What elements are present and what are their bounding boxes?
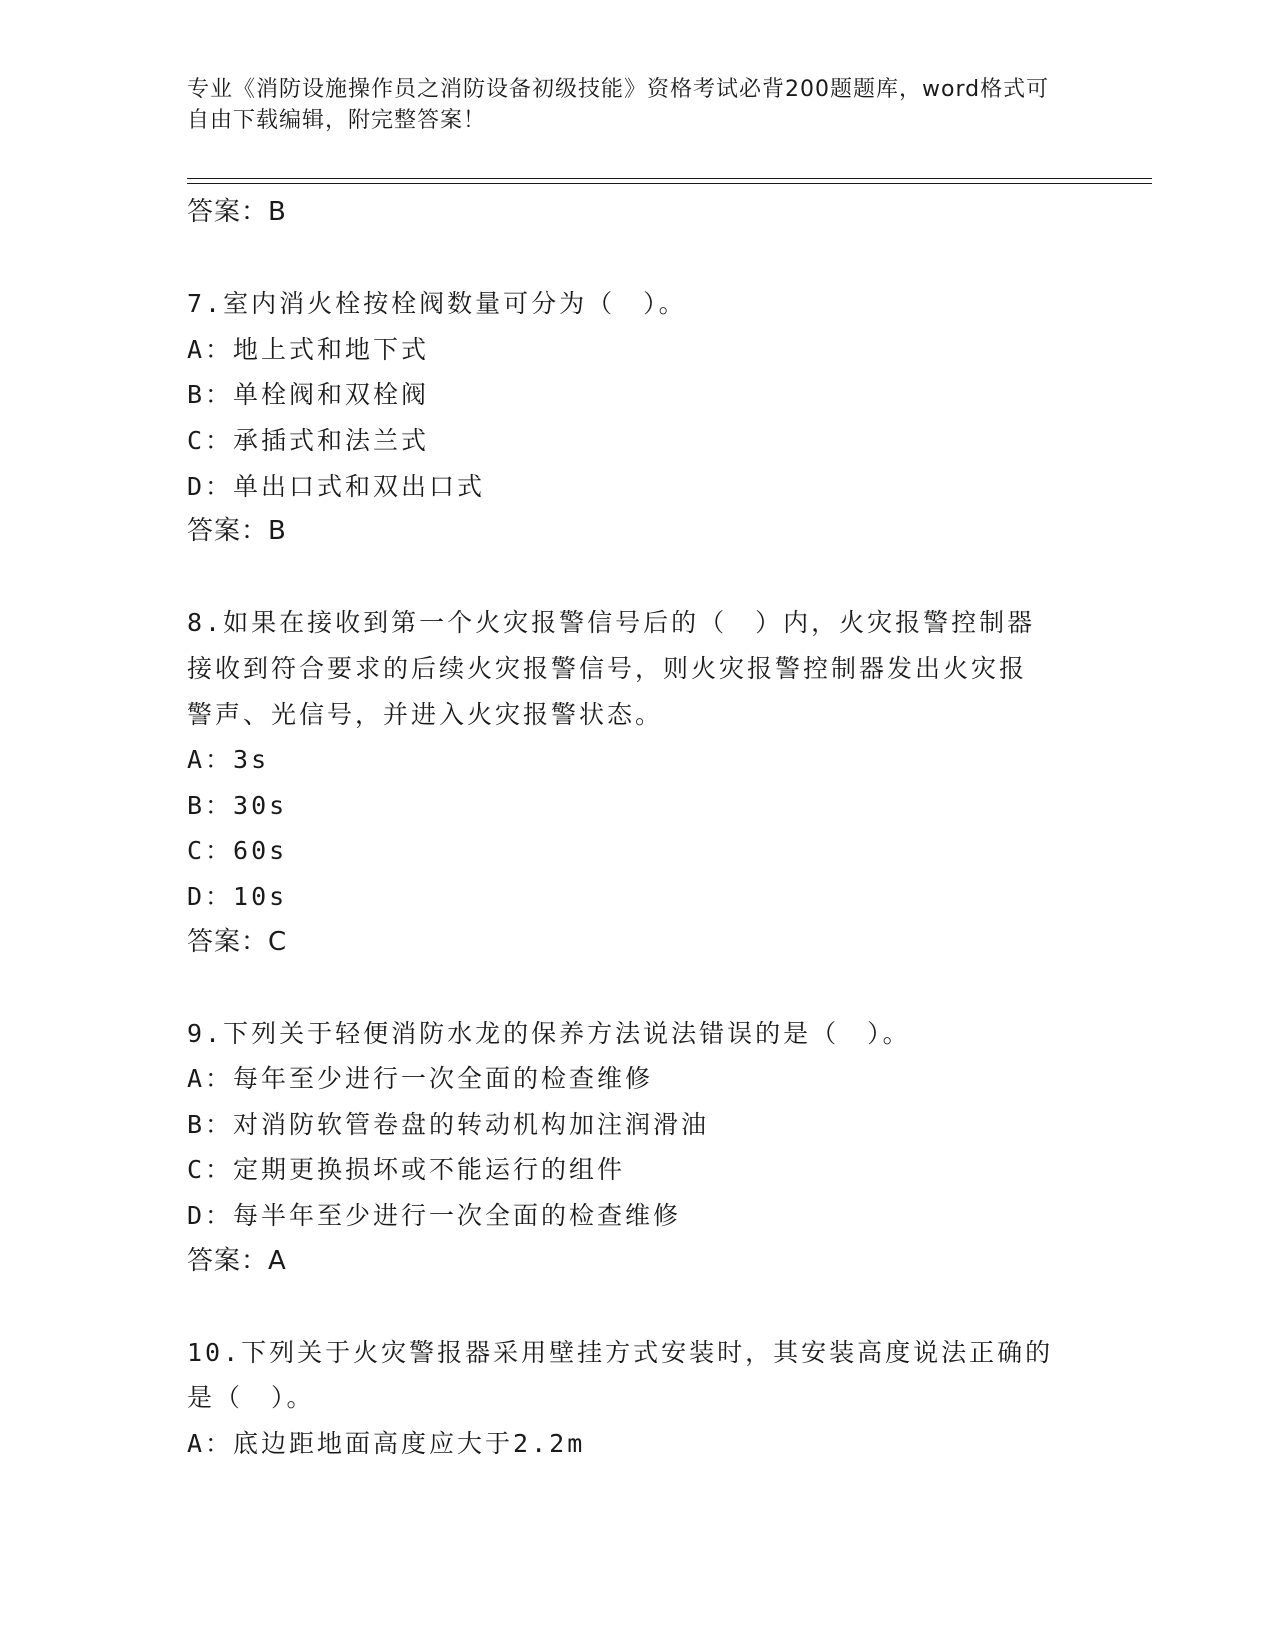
option-c: C：定期更换损坏或不能运行的组件 xyxy=(187,1155,626,1185)
option-b: B：对消防软管卷盘的转动机构加注润滑油 xyxy=(187,1109,710,1139)
option-a: A：地上式和地下式 xyxy=(187,334,430,364)
option-a: A：底边距地面高度应大于2.2m xyxy=(187,1429,586,1459)
question-stem: 10.下列关于火灾警报器采用壁挂方式安装时，其安装高度说法正确的 xyxy=(187,1337,1054,1367)
question-7 xyxy=(187,281,1087,555)
spacer xyxy=(187,555,1087,601)
option-c: C：60s xyxy=(187,836,288,866)
option-a: A：每年至少进行一次全面的检查维修 xyxy=(187,1064,654,1094)
spacer xyxy=(187,965,1087,1011)
header-rule-top xyxy=(187,178,1152,179)
answer-line: 答案：C xyxy=(187,926,288,957)
option-d: D：每半年至少进行一次全面的检查维修 xyxy=(187,1201,682,1231)
option-b: B：单栓阀和双栓阀 xyxy=(187,380,430,410)
option-d: D：单出口式和双出口式 xyxy=(187,471,486,501)
option-c: C：承插式和法兰式 xyxy=(187,425,430,455)
question-stem: 8.如果在接收到第一个火灾报警信号后的（ ）内，火灾报警控制器 xyxy=(187,608,1036,638)
answer-line: 答案：B xyxy=(187,197,287,227)
question-stem: 接收到符合要求的后续火灾报警信号，则火灾报警控制器发出火灾报 xyxy=(187,653,1028,683)
spacer xyxy=(187,236,1087,282)
question-stem: 9.下列关于轻便消防水龙的保养方法说法错误的是（ ）。 xyxy=(187,1018,911,1048)
option-b: B：30s xyxy=(187,790,288,820)
question-stem: 警声、光信号，并进入火灾报警状态。 xyxy=(187,699,664,729)
answer-line: 答案：A xyxy=(187,1245,287,1276)
question-stem: 是（ ）。 xyxy=(187,1383,315,1413)
option-a: A：3s xyxy=(187,745,270,775)
question-8 xyxy=(187,600,1087,965)
question-list xyxy=(187,190,1087,1467)
header-rule-bottom xyxy=(187,183,1152,184)
answer-line: 答案：B xyxy=(187,516,287,547)
document-header: 专业《消防设施操作员之消防设备初级技能》资格考试必背200题题库，word格式可自由下载编辑，附完整答案！ xyxy=(187,77,1050,133)
question-10 xyxy=(187,1330,1087,1467)
question-stem: 7.室内消火栓按栓阀数量可分为（ ）。 xyxy=(187,289,687,319)
option-d: D：10s xyxy=(187,881,288,911)
spacer xyxy=(187,1284,1087,1330)
question-9 xyxy=(187,1011,1087,1285)
